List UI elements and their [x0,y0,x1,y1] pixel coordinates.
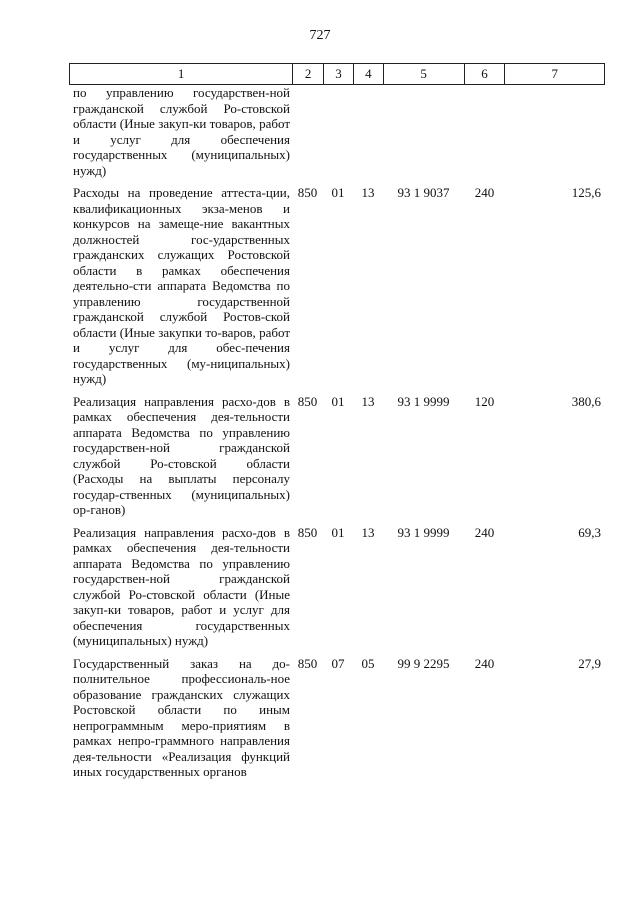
table-row [69,185,605,387]
row-description: Реализация направления расхо-дов в рамках обеспечения дея-тельности аппарата Ведомства по управлению государствен-ной гражданской службой Ро-стовской области (Иные закуп-ки товаров, работ и услуг для обеспечения государственных (муниципальных) нужд) [73,524,290,648]
row-ministry-code: 850 [297,655,318,671]
row-expense-type: 240 [474,185,495,200]
row-section-code: 01 [331,393,345,409]
row-target-code: 93 1 9999 [397,524,450,540]
row-ministry-code: 850 [297,393,318,409]
table-row [69,656,605,780]
row-amount: 69,3 [578,524,601,540]
row-ministry-code: 850 [297,185,318,200]
row-amount: 380,6 [571,393,601,409]
table-row [69,525,605,649]
table-header [69,63,605,85]
row-expense-type: 240 [474,524,495,540]
row-section-code: 01 [331,524,345,540]
row-expense-type: 240 [474,655,495,671]
row-section-code: 01 [331,185,345,200]
row-description: Реализация направления расхо-дов в рамках обеспечения дея-тельности аппарата Ведомства по управлению государствен-ной гражданской службой Ро-стовской области (Расходы на выплаты персоналу государ-ственных (муниципальных) ор-ганов) [73,393,290,517]
row-target-code: 93 1 9037 [397,185,450,200]
row-subsection-code: 13 [361,524,375,540]
row-target-code: 99 9 2295 [397,655,450,671]
header-col-3: 3 [323,64,353,84]
row-expense-type: 120 [474,393,495,409]
row-ministry-code: 850 [297,524,318,540]
page-number: 727 [309,28,331,43]
row-amount: 125,6 [571,185,601,200]
row-target-code: 93 1 9999 [397,393,450,409]
header-col-7: 7 [504,64,604,84]
row-description: по управлению государствен-ной гражданской службой Ро-стовской области (Иные закуп-ки товаров, работ и услуг для обеспечения государственных (муниципальных) нужд) [73,85,290,178]
row-description: Расходы на проведение аттеста-ции, квалификационных экза-менов и конкурсов на замеще-ние вакантных должностей гос-ударственных гражданских служащих Ростовской области в рамках обеспечения деятельно-сти аппарата Ведомства по управлению государственной гражданской службой Ростов-ской области (Иные закупки то-варов, работ и услуг для обес-печения государственных (му-ниципальных) нужд) [73,185,290,386]
row-subsection-code: 13 [361,393,375,409]
row-subsection-code: 05 [361,655,375,671]
row-description: Государственный заказ на до-полнительное профессиональ-ное образование гражданских служащих Ростовской области по иным непрограммным меро-приятиям в рамках непро-граммного направления дея-тельности «Реализация функций иных государственных органов [73,655,290,779]
table-row [69,394,605,518]
header-col-4: 4 [353,64,383,84]
header-col-5: 5 [383,64,464,84]
table-row [69,85,605,178]
row-subsection-code: 13 [361,185,375,200]
row-amount: 27,9 [578,655,601,671]
header-col-1: 1 [177,66,185,81]
row-section-code: 07 [331,655,345,671]
header-col-6: 6 [464,64,505,84]
budget-table [69,63,605,780]
table-body [69,85,605,780]
header-col-2: 2 [292,64,323,84]
